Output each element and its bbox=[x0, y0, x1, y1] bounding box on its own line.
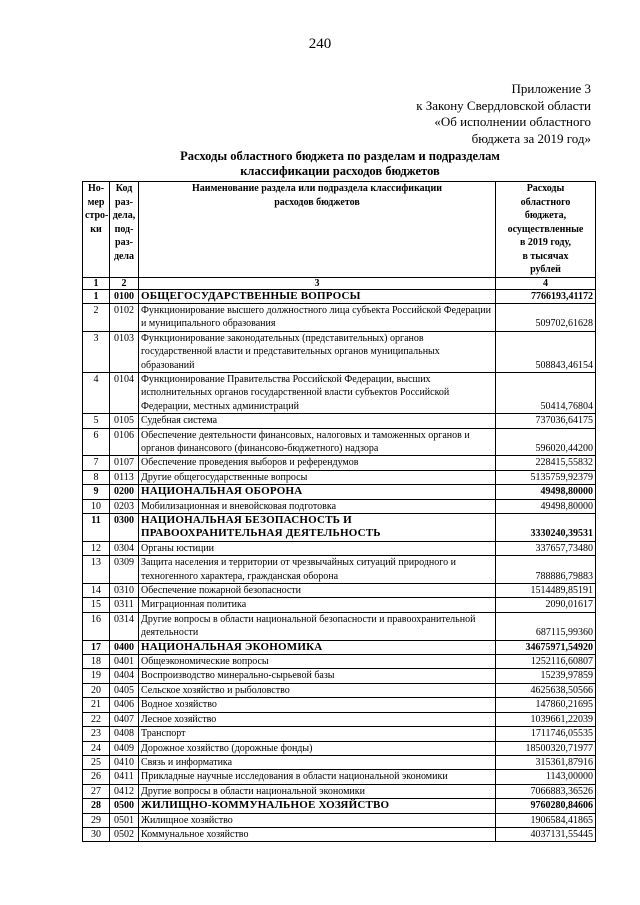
table-row bbox=[83, 485, 596, 499]
row-number: 9 bbox=[83, 485, 110, 499]
row-code: 0502 bbox=[110, 827, 139, 841]
row-amount: 50414,76804 bbox=[496, 372, 596, 413]
row-code: 0100 bbox=[110, 289, 139, 303]
row-number: 13 bbox=[83, 556, 110, 584]
table-row bbox=[83, 683, 596, 697]
row-number: 18 bbox=[83, 655, 110, 669]
appendix-note bbox=[416, 81, 591, 147]
row-number: 29 bbox=[83, 813, 110, 827]
row-name: Жилищное хозяйство bbox=[139, 813, 496, 827]
table-index-row bbox=[83, 277, 596, 289]
row-amount: 1514489,85191 bbox=[496, 584, 596, 598]
row-name: Функционирование высшего должностного лица субъекта Российской Федерации и муниципального образования bbox=[139, 303, 496, 331]
row-code: 0412 bbox=[110, 784, 139, 798]
row-number: 21 bbox=[83, 698, 110, 712]
row-code: 0408 bbox=[110, 727, 139, 741]
row-number: 26 bbox=[83, 770, 110, 784]
table-row bbox=[83, 669, 596, 683]
index-cell: 2 bbox=[110, 277, 139, 289]
row-number: 27 bbox=[83, 784, 110, 798]
row-name: Обеспечение деятельности финансовых, налоговых и таможенных органов и органов финансового (финансово-бюджетного) надзора bbox=[139, 428, 496, 456]
row-amount: 1039661,22039 bbox=[496, 712, 596, 726]
row-amount: 147860,21695 bbox=[496, 698, 596, 712]
appendix-line: бюджета за 2019 год» bbox=[471, 130, 591, 146]
row-code: 0104 bbox=[110, 372, 139, 413]
table-row bbox=[83, 556, 596, 584]
row-amount: 596020,44200 bbox=[496, 428, 596, 456]
table-row bbox=[83, 470, 596, 484]
row-number: 25 bbox=[83, 755, 110, 769]
table-row bbox=[83, 584, 596, 598]
table-header-row bbox=[83, 182, 596, 278]
appendix-line: к Закону Свердловской области bbox=[416, 97, 591, 113]
row-code: 0203 bbox=[110, 499, 139, 513]
row-code: 0113 bbox=[110, 470, 139, 484]
table-row bbox=[83, 712, 596, 726]
row-amount: 15239,97859 bbox=[496, 669, 596, 683]
title-line: Расходы областного бюджета по разделам и подразделам bbox=[180, 149, 500, 163]
row-amount: 9760280,84606 bbox=[496, 799, 596, 813]
table-row bbox=[83, 289, 596, 303]
row-name: Защита населения и территории от чрезвычайных ситуаций природного и техногенного характера, гражданская оборона bbox=[139, 556, 496, 584]
row-code: 0310 bbox=[110, 584, 139, 598]
row-number: 4 bbox=[83, 372, 110, 413]
row-number: 24 bbox=[83, 741, 110, 755]
row-name: ЖИЛИЩНО-КОММУНАЛЬНОЕ ХОЗЯЙСТВО bbox=[139, 799, 496, 813]
row-name: Воспроизводство минерально-сырьевой базы bbox=[139, 669, 496, 683]
table-row bbox=[83, 698, 596, 712]
row-amount: 737036,64175 bbox=[496, 414, 596, 428]
index-cell: 3 bbox=[139, 277, 496, 289]
row-number: 11 bbox=[83, 514, 110, 542]
table-row bbox=[83, 514, 596, 542]
row-name: Другие вопросы в области национальной экономики bbox=[139, 784, 496, 798]
row-number: 6 bbox=[83, 428, 110, 456]
row-code: 0314 bbox=[110, 612, 139, 640]
row-code: 0200 bbox=[110, 485, 139, 499]
row-name: Обеспечение проведения выборов и референдумов bbox=[139, 456, 496, 470]
row-code: 0105 bbox=[110, 414, 139, 428]
row-code: 0102 bbox=[110, 303, 139, 331]
table-row bbox=[83, 784, 596, 798]
row-name: НАЦИОНАЛЬНАЯ ЭКОНОМИКА bbox=[139, 640, 496, 654]
row-code: 0400 bbox=[110, 640, 139, 654]
row-number: 19 bbox=[83, 669, 110, 683]
row-code: 0411 bbox=[110, 770, 139, 784]
row-amount: 5135759,92379 bbox=[496, 470, 596, 484]
row-amount: 49498,80000 bbox=[496, 485, 596, 499]
index-cell: 1 bbox=[83, 277, 110, 289]
row-name: ОБЩЕГОСУДАРСТВЕННЫЕ ВОПРОСЫ bbox=[139, 289, 496, 303]
row-code: 0300 bbox=[110, 514, 139, 542]
row-code: 0103 bbox=[110, 331, 139, 372]
row-number: 23 bbox=[83, 727, 110, 741]
row-amount: 1906584,41865 bbox=[496, 813, 596, 827]
document-title bbox=[140, 149, 540, 179]
table-row bbox=[83, 770, 596, 784]
row-number: 14 bbox=[83, 584, 110, 598]
row-amount: 228415,55832 bbox=[496, 456, 596, 470]
page-number: 240 bbox=[308, 36, 332, 52]
row-number: 20 bbox=[83, 683, 110, 697]
table-row bbox=[83, 331, 596, 372]
row-code: 0304 bbox=[110, 541, 139, 555]
row-code: 0500 bbox=[110, 799, 139, 813]
row-amount: 7766193,41172 bbox=[496, 289, 596, 303]
row-name: Судебная система bbox=[139, 414, 496, 428]
table-row bbox=[83, 827, 596, 841]
row-code: 0309 bbox=[110, 556, 139, 584]
row-amount: 337657,73480 bbox=[496, 541, 596, 555]
appendix-line: «Об исполнении областного bbox=[434, 114, 591, 129]
row-code: 0107 bbox=[110, 456, 139, 470]
row-amount: 687115,99360 bbox=[496, 612, 596, 640]
row-amount: 2090,01617 bbox=[496, 598, 596, 612]
row-number: 12 bbox=[83, 541, 110, 555]
table-row bbox=[83, 612, 596, 640]
table-row bbox=[83, 727, 596, 741]
header-row-number: Но- мер стро- ки bbox=[83, 182, 110, 278]
row-code: 0407 bbox=[110, 712, 139, 726]
row-name: Функционирование законодательных (представительных) органов государственной власти и представительных органов муниципальных образований bbox=[139, 331, 496, 372]
row-amount: 4625638,50566 bbox=[496, 683, 596, 697]
row-amount: 7066883,36526 bbox=[496, 784, 596, 798]
row-number: 1 bbox=[83, 289, 110, 303]
row-number: 7 bbox=[83, 456, 110, 470]
row-number: 2 bbox=[83, 303, 110, 331]
row-name: Коммунальное хозяйство bbox=[139, 827, 496, 841]
table-row bbox=[83, 541, 596, 555]
appendix-line: Приложение 3 bbox=[511, 81, 591, 96]
row-amount: 1711746,05535 bbox=[496, 727, 596, 741]
row-name: Связь и информатика bbox=[139, 755, 496, 769]
row-number: 8 bbox=[83, 470, 110, 484]
row-name: Транспорт bbox=[139, 727, 496, 741]
row-code: 0409 bbox=[110, 741, 139, 755]
row-amount: 1143,00000 bbox=[496, 770, 596, 784]
table-row bbox=[83, 428, 596, 456]
row-name: Сельское хозяйство и рыболовство bbox=[139, 683, 496, 697]
row-name: Обеспечение пожарной безопасности bbox=[139, 584, 496, 598]
row-name: Миграционная политика bbox=[139, 598, 496, 612]
row-amount: 788886,79883 bbox=[496, 556, 596, 584]
row-amount: 49498,80000 bbox=[496, 499, 596, 513]
row-name: Дорожное хозяйство (дорожные фонды) bbox=[139, 741, 496, 755]
table-row bbox=[83, 755, 596, 769]
row-amount: 508843,46154 bbox=[496, 331, 596, 372]
row-number: 15 bbox=[83, 598, 110, 612]
row-amount: 509702,61628 bbox=[496, 303, 596, 331]
row-number: 22 bbox=[83, 712, 110, 726]
row-amount: 315361,87916 bbox=[496, 755, 596, 769]
row-name: Лесное хозяйство bbox=[139, 712, 496, 726]
title-line: классификации расходов бюджетов bbox=[240, 164, 440, 178]
row-code: 0401 bbox=[110, 655, 139, 669]
row-amount: 18500320,71977 bbox=[496, 741, 596, 755]
table-row bbox=[83, 640, 596, 654]
row-amount: 3330240,39531 bbox=[496, 514, 596, 542]
row-number: 3 bbox=[83, 331, 110, 372]
table-row bbox=[83, 414, 596, 428]
header-name: Наименование раздела или подраздела классификации расходов бюджетов bbox=[139, 182, 496, 278]
row-code: 0406 bbox=[110, 698, 139, 712]
row-name: Другие общегосударственные вопросы bbox=[139, 470, 496, 484]
table-body bbox=[83, 289, 596, 842]
row-name: Мобилизационная и вневойсковая подготовка bbox=[139, 499, 496, 513]
table-row bbox=[83, 598, 596, 612]
table-row bbox=[83, 655, 596, 669]
table-row bbox=[83, 456, 596, 470]
row-amount: 34675971,54920 bbox=[496, 640, 596, 654]
header-code: Код раз- дела, под- раз- дела bbox=[110, 182, 139, 278]
row-amount: 4037131,55445 bbox=[496, 827, 596, 841]
row-number: 17 bbox=[83, 640, 110, 654]
table-row bbox=[83, 303, 596, 331]
row-code: 0106 bbox=[110, 428, 139, 456]
table-row bbox=[83, 372, 596, 413]
table-row bbox=[83, 741, 596, 755]
row-name: Водное хозяйство bbox=[139, 698, 496, 712]
row-name: НАЦИОНАЛЬНАЯ БЕЗОПАСНОСТЬ И ПРАВООХРАНИТЕЛЬНАЯ ДЕЯТЕЛЬНОСТЬ bbox=[139, 514, 496, 542]
expenditure-table bbox=[82, 181, 596, 842]
row-number: 30 bbox=[83, 827, 110, 841]
row-number: 28 bbox=[83, 799, 110, 813]
row-code: 0410 bbox=[110, 755, 139, 769]
row-name: Органы юстиции bbox=[139, 541, 496, 555]
row-code: 0404 bbox=[110, 669, 139, 683]
row-name: Общеэкономические вопросы bbox=[139, 655, 496, 669]
row-name: Другие вопросы в области национальной безопасности и правоохранительной деятельности bbox=[139, 612, 496, 640]
index-cell: 4 bbox=[496, 277, 596, 289]
table-row bbox=[83, 813, 596, 827]
row-number: 16 bbox=[83, 612, 110, 640]
row-name: НАЦИОНАЛЬНАЯ ОБОРОНА bbox=[139, 485, 496, 499]
row-code: 0311 bbox=[110, 598, 139, 612]
row-amount: 1252116,60807 bbox=[496, 655, 596, 669]
row-name: Функционирование Правительства Российской Федерации, высших исполнительных органов государственной власти субъектов Российской Федерации, местных администраций bbox=[139, 372, 496, 413]
table-row bbox=[83, 499, 596, 513]
table-row bbox=[83, 799, 596, 813]
row-name: Прикладные научные исследования в области национальной экономики bbox=[139, 770, 496, 784]
row-code: 0405 bbox=[110, 683, 139, 697]
row-code: 0501 bbox=[110, 813, 139, 827]
header-amount: Расходы областного бюджета, осуществленные в 2019 году, в тысячах рублей bbox=[496, 182, 596, 278]
row-number: 5 bbox=[83, 414, 110, 428]
row-number: 10 bbox=[83, 499, 110, 513]
